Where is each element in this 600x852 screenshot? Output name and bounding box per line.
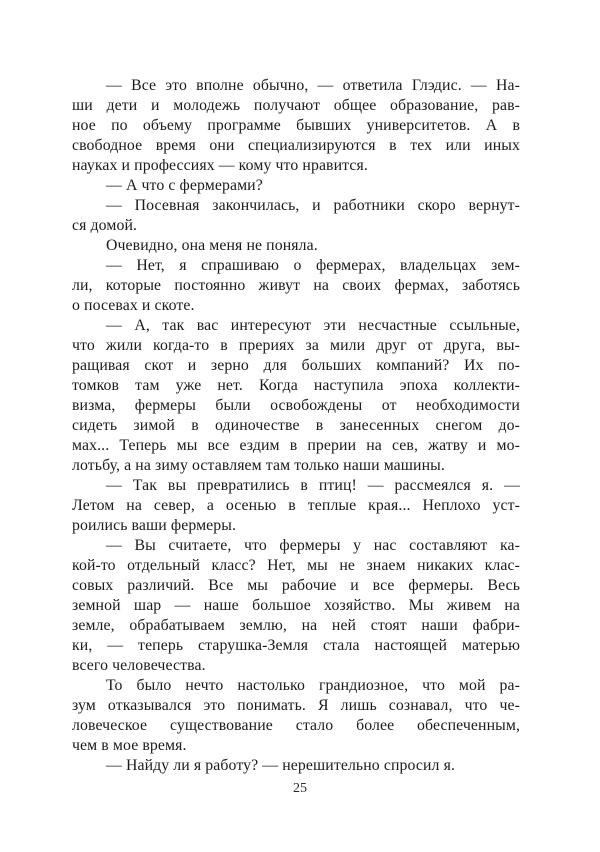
text-line: земной шар — наше большое хозяйство. Мы живем на — [72, 597, 520, 614]
paragraph — [72, 196, 520, 236]
text-line: томков там уже нет. Когда наступила эпоха коллекти- — [72, 377, 520, 394]
text-line: ли, которые постоянно живут на своих фермах, заботясь — [72, 277, 520, 294]
paragraph — [72, 176, 520, 196]
paragraph — [72, 676, 520, 756]
text-line: что жили когда-то в прериях за мили друг от друга, вы- — [72, 337, 520, 354]
text-line: свободное время они специализируются в тех или иных — [72, 137, 520, 154]
page-number: 25 — [293, 781, 307, 796]
text-line: сидеть зимой в одиночестве в занесенных снегом до- — [72, 417, 520, 434]
text-line: — А что с фермерами? — [106, 177, 263, 194]
text-line: — А, так вас интересуют эти несчастные ссыльные, — [106, 317, 520, 334]
text-line: науках и профессиях — кому что нравится. — [72, 157, 368, 174]
paragraph — [72, 316, 520, 476]
paragraph — [72, 536, 520, 676]
paragraph — [72, 756, 520, 776]
text-line: роились ваши фермеры. — [72, 517, 237, 534]
text-content — [72, 76, 520, 776]
paragraph — [72, 76, 520, 176]
text-line: о посевах и скоте. — [72, 297, 195, 314]
text-line: Очевидно, она меня не поняла. — [106, 237, 318, 254]
text-line: То было нечто настолько грандиозное, что мой ра- — [106, 677, 520, 694]
text-line: — Вы считаете, что фермеры у нас составляют ка- — [106, 537, 520, 554]
text-line: — Так вы превратились в птиц! — рассмеялся я. — — [106, 477, 520, 494]
text-line: — Все это вполне обычно, — ответила Глэдис. — На- — [106, 77, 520, 94]
text-line: ся домой. — [72, 217, 138, 234]
text-line: мах... Теперь мы все ездим в прерии на сев, жатву и мо- — [72, 437, 520, 454]
text-line: Летом на север, а осенью в теплые края... Неплохо уст- — [72, 497, 520, 514]
text-line: визма, фермеры были освобождены от необходимости — [72, 397, 520, 414]
text-line: ное по объему программе бывших университетов. А в — [72, 117, 520, 134]
text-line: — Посевная закончилась, и работники скоро вернут- — [106, 197, 520, 214]
paragraph — [72, 256, 520, 316]
paragraph — [72, 236, 520, 256]
text-line: чем в мое время. — [72, 737, 187, 754]
text-line: — Найду ли я работу? — нерешительно спросил я. — [106, 757, 456, 774]
text-line: ращивая скот и зерно для больших компаний? Их по- — [72, 357, 520, 374]
text-line: кой-то отдельный класс? Нет, мы не знаем никаких клас- — [72, 557, 520, 574]
paragraph — [72, 476, 520, 536]
text-line: — Нет, я спрашиваю о фермерах, владельцах зем- — [106, 257, 520, 274]
text-line: совых различий. Все мы рабочие и все фермеры. Весь — [72, 577, 520, 594]
text-line: зум отказывался это понимать. Я лишь сознавал, что че- — [72, 697, 520, 714]
text-line: ши дети и молодежь получают общее образование, рав- — [72, 97, 520, 114]
text-line: лотьбу, а на зиму оставляем там только наши машины. — [72, 457, 445, 474]
text-line: ловеческое существование стало более обеспеченным, — [72, 717, 520, 734]
text-line: земле, обрабатываем землю, на ней стоят наши фабри- — [72, 617, 520, 634]
text-line: всего человечества. — [72, 657, 206, 674]
text-line: ки, — теперь старушка-Земля стала настоящей матерью — [72, 637, 520, 654]
